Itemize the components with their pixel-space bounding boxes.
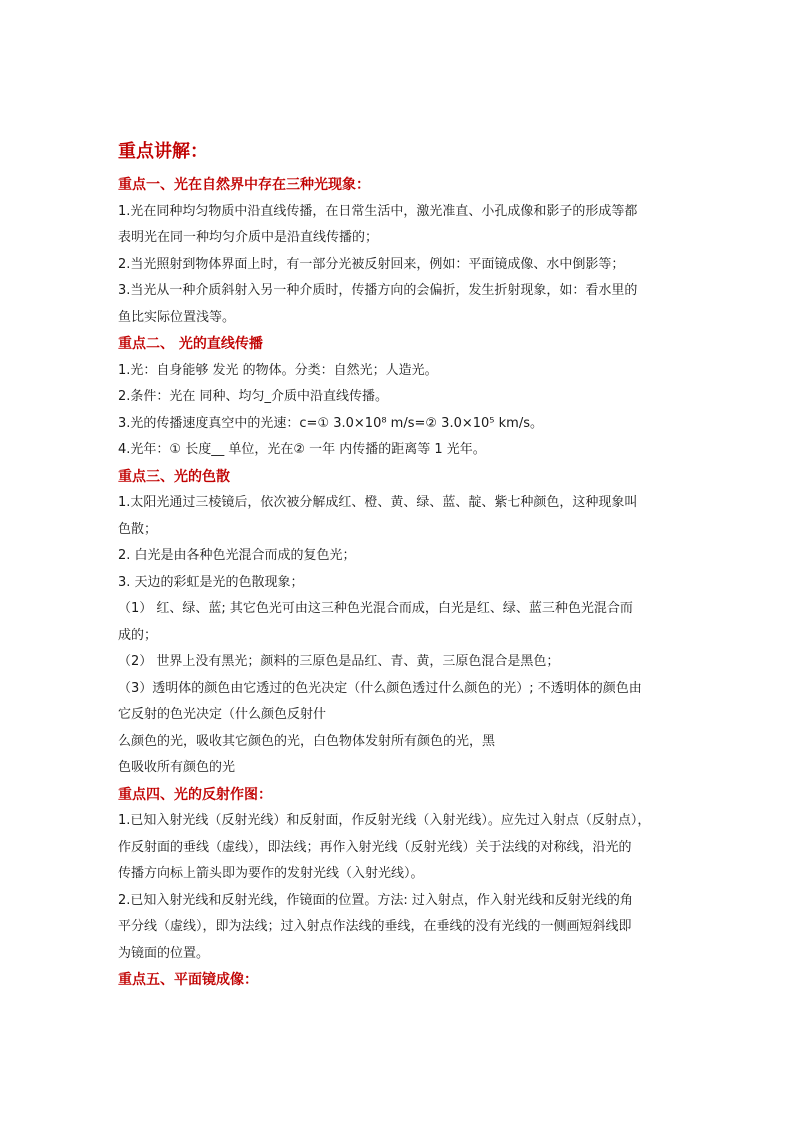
text-line: 4.光年：① 长度__ 单位，光在② 一年 内传播的距离等 1 光年。 (118, 442, 486, 457)
text-line: 3.当光从一种介质斜射入另一种介质时，传播方向的会偏折，发生折射现象，如：看水里的 (118, 283, 638, 298)
page-title: 重点讲解： (118, 141, 208, 162)
paragraph-1-3 (118, 278, 678, 331)
paragraph-3-5 (118, 649, 678, 676)
paragraph-2-4 (118, 437, 678, 464)
section-heading-1: 重点一、光在自然界中存在三种光现象： (118, 177, 370, 193)
text-line: （1） 红、绿、蓝; 其它色光可由这三种色光混合而成，白光是红、绿、蓝三种色光混合而 (118, 601, 633, 616)
document-page (118, 138, 678, 994)
text-line: 为镜面的位置。 (118, 945, 210, 961)
text-line: 么颜色的光，吸收其它颜色的光，白色物体发射所有颜色的光，黑 (118, 733, 496, 749)
paragraph-3-3 (118, 570, 678, 597)
text-line: 1.光：自身能够 发光 的物体。分类：自然光；人造光。 (118, 362, 438, 378)
paragraph-3-6 (118, 676, 678, 782)
text-line: 3.光的传播速度真空中的光速：c=① 3.0×10⁸ m/s=② 3.0×10⁵ km/s。 (118, 415, 543, 431)
text-line: 色散； (118, 521, 158, 537)
section-heading-4: 重点四、光的反射作图： (118, 786, 272, 803)
section-heading-2: 重点二、 光的直线传播 (118, 336, 263, 352)
text-line: 2.当光照射到物体界面上时，有一部分光被反射回来，例如：平面镜成像、水中倒影等； (118, 256, 625, 272)
text-line: 色吸收所有颜色的光 (118, 760, 236, 775)
text-line: 传播方向标上箭头即为要作的发射光线（入射光线）。 (118, 866, 424, 881)
text-line: 成的； (118, 627, 158, 643)
text-line: 2.条件：光在 同种、均匀_介质中沿直线传播。 (118, 389, 389, 404)
text-line: 1.光在同种均匀物质中沿直线传播，在日常生活中，激光准直、小孔成像和影子的形成等都 (118, 203, 638, 219)
text-line: 平分线（虚线），即为法线；过入射点作法线的垂线，在垂线的没有光线的一侧画短斜线即 (118, 919, 632, 934)
text-line: （3）透明体的颜色由它透过的色光决定（什么颜色透过什么颜色的光）; 不透明体的颜色由 (118, 680, 642, 696)
text-line: 3. 天边的彩虹是光的色散现象； (118, 574, 304, 590)
text-line: （2） 世界上没有黑光；颜料的三原色是品红、青、黄，三原色混合是黑色； (118, 654, 560, 669)
paragraph-4-2 (118, 888, 678, 968)
paragraph-3-4 (118, 596, 678, 649)
text-line: 2.已知入射光线和反射光线，作镜面的位置。方法: 过入射点，作入射光线和反射光线的角 (118, 892, 633, 908)
text-line: 2. 白光是由各种色光混合而成的复色光； (118, 548, 356, 563)
paragraph-1-2 (118, 252, 678, 279)
section-heading-5: 重点五、平面镜成像： (118, 972, 258, 988)
text-line: 作反射面的垂线（虚线），即法线；再作入射光线（反射光线）关于法线的对称线，沿光的 (118, 839, 632, 855)
paragraph-3-1 (118, 490, 678, 543)
text-line: 鱼比实际位置浅等。 (118, 309, 236, 325)
paragraph-1-1 (118, 199, 678, 252)
paragraph-2-2 (118, 384, 678, 411)
paragraph-2-3 (118, 411, 678, 438)
paragraph-4-1 (118, 808, 678, 888)
paragraph-2-1 (118, 358, 678, 385)
text-line: 1.太阳光通过三棱镜后，依次被分解成红、橙、黄、绿、蓝、靛、紫七种颜色，这种现象叫 (118, 495, 638, 510)
text-line: 表明光在同一种均匀介质中是沿直线传播的； (118, 230, 379, 245)
text-line: 它反射的色光决定（什么颜色反射什 (118, 707, 327, 722)
text-line: 1.已知入射光线（反射光线）和反射面，作反射光线（入射光线）。应先过入射点（反射点）， (118, 813, 651, 828)
section-heading-3: 重点三、光的色散 (118, 468, 230, 485)
paragraph-3-2 (118, 543, 678, 570)
